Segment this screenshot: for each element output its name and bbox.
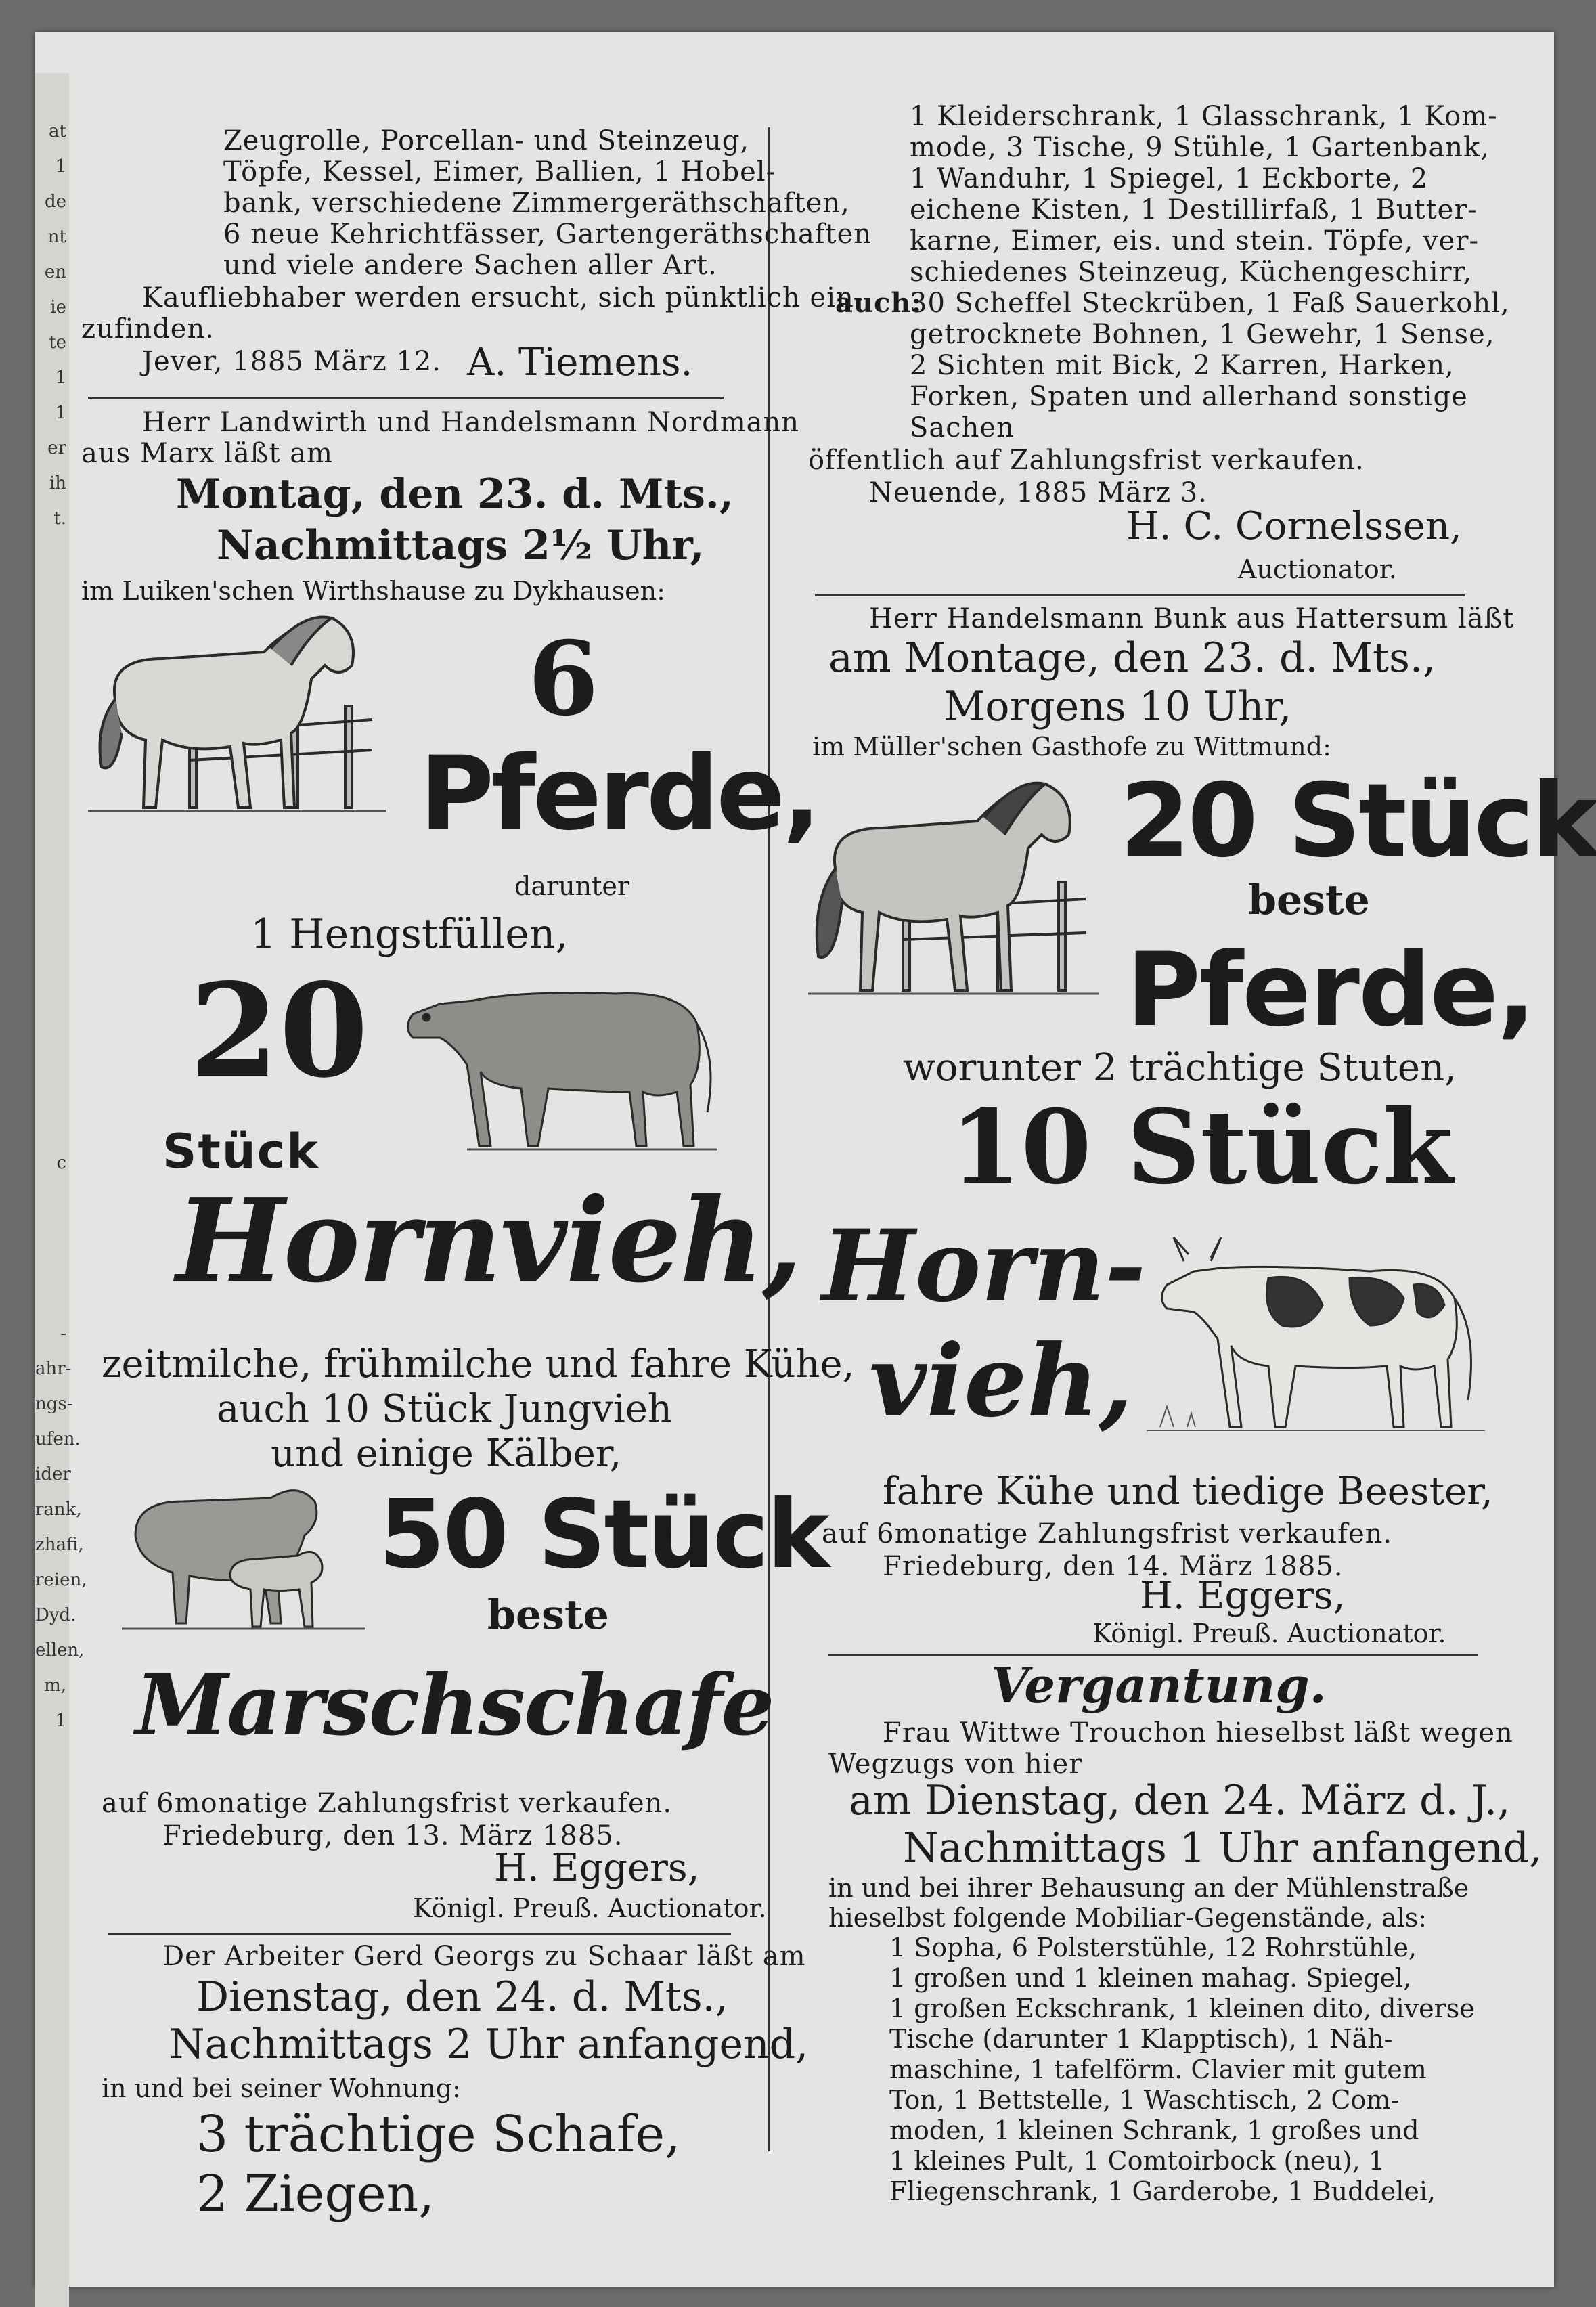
margin-fragment: m, 1 [44,1675,66,1731]
b2-beste: beste [1248,877,1370,924]
a2-terms: auf 6monatige Zahlungsfrist verkaufen. [102,1788,673,1819]
newspaper-page [35,32,1596,2287]
a2-cattle-number: 20 [190,955,369,1106]
b3-intro: Wegzugs von hier [828,1749,1083,1780]
b1-line: getrocknete Bohnen, 1 Gewehr, 1 Sense, [910,319,1495,350]
margin-fragment: rank, [35,1499,82,1520]
b1-line: 1 Kleiderschrank, 1 Glasschrank, 1 Kom- [910,101,1498,132]
cow-illustration [399,963,717,1160]
a3-place: in und bei seiner Wohnung: [102,2073,461,2103]
a2-beste: beste [487,1591,609,1639]
b1-signature: H. C. Cornelssen, [1126,504,1462,548]
b2-worunter: worunter 2 trächtige Stuten, [903,1046,1457,1090]
b1-line: mode, 3 Tische, 9 Stühle, 1 Gartenbank, [910,132,1490,163]
b1-line: eichene Kisten, 1 Destillirfaß, 1 Butter- [910,194,1478,225]
b3-day: am Dienstag, den 24. März d. J., [849,1777,1511,1824]
b1-auch: auch: [835,287,923,319]
a2-intro: Herr Landwirth und Handelsmann Nordmann [142,407,800,438]
horse-illustration [88,605,386,835]
b3-item: 1 großen und 1 kleinen mahag. Spiegel, [889,1963,1412,1993]
b1-line: 30 Scheffel Steckrüben, 1 Faß Sauerkohl, [910,288,1510,319]
b2-cows: fahre Kühe und tiedige Beester, [883,1470,1493,1514]
b1-end: öffentlich auf Zahlungsfrist verkaufen. [808,445,1365,476]
margin-fragment: 1 [55,156,66,177]
b3-item: 1 großen Eckschrank, 1 kleinen dito, diverse [889,1994,1475,2023]
b1-line: schiedenes Steinzeug, Küchengeschirr, [910,257,1473,288]
horse-illustration [808,767,1099,1011]
a2-cows: auch 10 Stück Jungvieh [217,1387,672,1431]
a1-note: zufinden. [81,313,215,345]
a1-note: Kaufliebhaber werden ersucht, sich pünktlich ein- [142,282,864,313]
adjacent-page-margin [35,73,87,2307]
margin-fragment: t. [53,508,66,529]
a2-darunter: darunter [514,871,630,901]
a2-time: Nachmittags 2½ Uhr, [217,522,705,569]
a1-line: Zeugrolle, Porcellan- und Steinzeug, [223,125,750,156]
b3-time: Nachmittags 1 Uhr anfangend, [903,1824,1543,1872]
a2-day: Montag, den 23. d. Mts., [176,470,734,518]
a2-hengst: 1 Hengstfüllen, [250,910,569,958]
a1-signature: A. Tiemens. [467,340,693,384]
margin-fragment: ider [35,1464,71,1485]
margin-fragment: Dyd. [35,1605,76,1625]
margin-fragment: reien, [35,1570,87,1590]
margin-fragment: ie [50,297,66,317]
a2-cows: und einige Kälber, [271,1432,622,1476]
b2-day: am Montage, den 23. d. Mts., [828,634,1436,682]
b2-horses-number: 20 Stück [1120,762,1596,880]
b2-date: Friedeburg, den 14. März 1885. [883,1551,1344,1582]
a2-sheep-heading: Marschschafe [135,1656,774,1755]
margin-fragment: zhafi, [35,1535,84,1555]
b2-horses-heading: Pferde, [1126,931,1534,1049]
sheep-illustration [122,1474,365,1650]
a1-line: Töpfe, Kessel, Eimer, Ballien, 1 Hobel- [223,156,776,188]
cow-illustration [1147,1224,1485,1447]
a1-line: und viele andere Sachen aller Art. [223,250,717,281]
margin-fragment: at [49,121,66,141]
a2-stueck: Stück [162,1124,319,1179]
b2-cattle-number: 10 Stück [950,1088,1453,1207]
b1-line: Forken, Spaten und allerhand sonstige [910,381,1468,412]
margin-fragment: ngs- [35,1394,73,1414]
margin-fragment: er [47,438,66,458]
margin-fragment: - [60,1323,66,1344]
b3-item: Tische (darunter 1 Klapptisch), 1 Näh- [889,2024,1393,2054]
a2-cows: zeitmilche, frühmilche und fahre Kühe, [102,1342,855,1386]
a3-intro: Der Arbeiter Gerd Georgs zu Schaar läßt am [162,1941,806,1972]
b1-line: karne, Eimer, eis. und stein. Töpfe, ver- [910,225,1479,257]
margin-fragment: ahr- [35,1359,72,1379]
a2-auctioneer-title: Königl. Preuß. Auctionator. [413,1893,767,1923]
a1-line: bank, verschiedene Zimmergeräthschaften, [223,188,850,219]
separator-rule [108,1933,731,1935]
a2-signature: H. Eggers, [494,1846,700,1890]
margin-fragment: te [49,332,66,353]
margin-fragment: en [44,262,66,282]
a2-sheep-number: 50 Stück [379,1480,828,1590]
a1-line: 6 neue Kehrichtfässer, Gartengeräthschaften [223,219,872,250]
a2-horses-heading: Pferde, [420,735,818,853]
b2-place: im Müller'schen Gasthofe zu Wittmund: [812,732,1331,762]
b2-signature: H. Eggers, [1140,1574,1346,1618]
b3-place: in und bei ihrer Behausung an der Mühlenstraße [828,1873,1469,1903]
a3-item: 3 trächtige Schafe, [196,2105,681,2163]
a3-time: Nachmittags 2 Uhr anfangend, [169,2021,809,2068]
b1-auctioneer-title: Auctionator. [1238,554,1397,584]
a2-date: Friedeburg, den 13. März 1885. [162,1820,623,1851]
b2-auctioneer-title: Königl. Preuß. Auctionator. [1092,1619,1446,1648]
b3-item: 1 Sopha, 6 Polsterstühle, 12 Rohrstühle, [889,1933,1417,1962]
b1-line: Sachen [910,412,1015,443]
a1-date: Jever, 1885 März 12. [142,346,441,377]
margin-fragment: 1 [55,368,66,388]
margin-fragment: de [44,192,66,212]
margin-fragment: c [56,1153,66,1173]
b3-item: maschine, 1 tafelförm. Clavier mit gutem [889,2055,1427,2084]
b2-terms: auf 6monatige Zahlungsfrist verkaufen. [822,1518,1393,1550]
a3-item: 2 Ziegen, [196,2165,435,2223]
b3-item: Fliegenschrank, 1 Garderobe, 1 Buddelei, [889,2176,1436,2206]
margin-fragment: 1 [55,403,66,423]
margin-fragment: ellen, [35,1640,85,1661]
a2-hornvieh-heading: Hornvieh, [176,1173,801,1309]
separator-rule [88,397,724,399]
b1-date: Neuende, 1885 März 3. [869,477,1207,508]
margin-fragment: ufen. [35,1429,81,1449]
margin-fragment: ih [49,473,66,493]
b3-heading: Vergantung. [991,1656,1327,1714]
a3-day: Dienstag, den 24. d. Mts., [196,1973,728,2021]
b2-time: Morgens 10 Uhr, [944,683,1292,730]
a2-place: im Luiken'schen Wirthshause zu Dykhausen: [81,576,665,606]
b2-hornvieh-heading: vieh, [869,1323,1134,1439]
b3-intro: Frau Wittwe Trouchon hieselbst läßt wegen [883,1717,1513,1749]
b3-item: moden, 1 kleinen Schrank, 1 großes und [889,2115,1419,2145]
a2-intro: aus Marx läßt am [81,438,333,469]
a2-horses-number: 6 [528,619,599,739]
b2-hornvieh-heading: Horn- [822,1208,1146,1324]
margin-fragment: nt [47,227,66,247]
b1-line: 1 Wanduhr, 1 Spiegel, 1 Eckborte, 2 [910,163,1429,194]
b2-intro: Herr Handelsmann Bunk aus Hattersum läßt [869,603,1515,634]
b3-place: hieselbst folgende Mobiliar-Gegenstände, als: [828,1903,1427,1933]
b3-item: 1 kleines Pult, 1 Comtoirbock (neu), 1 [889,2146,1385,2176]
b3-item: Ton, 1 Bettstelle, 1 Waschtisch, 2 Com- [889,2085,1400,2115]
separator-rule [815,594,1465,596]
b1-line: 2 Sichten mit Bick, 2 Karren, Harken, [910,350,1455,381]
